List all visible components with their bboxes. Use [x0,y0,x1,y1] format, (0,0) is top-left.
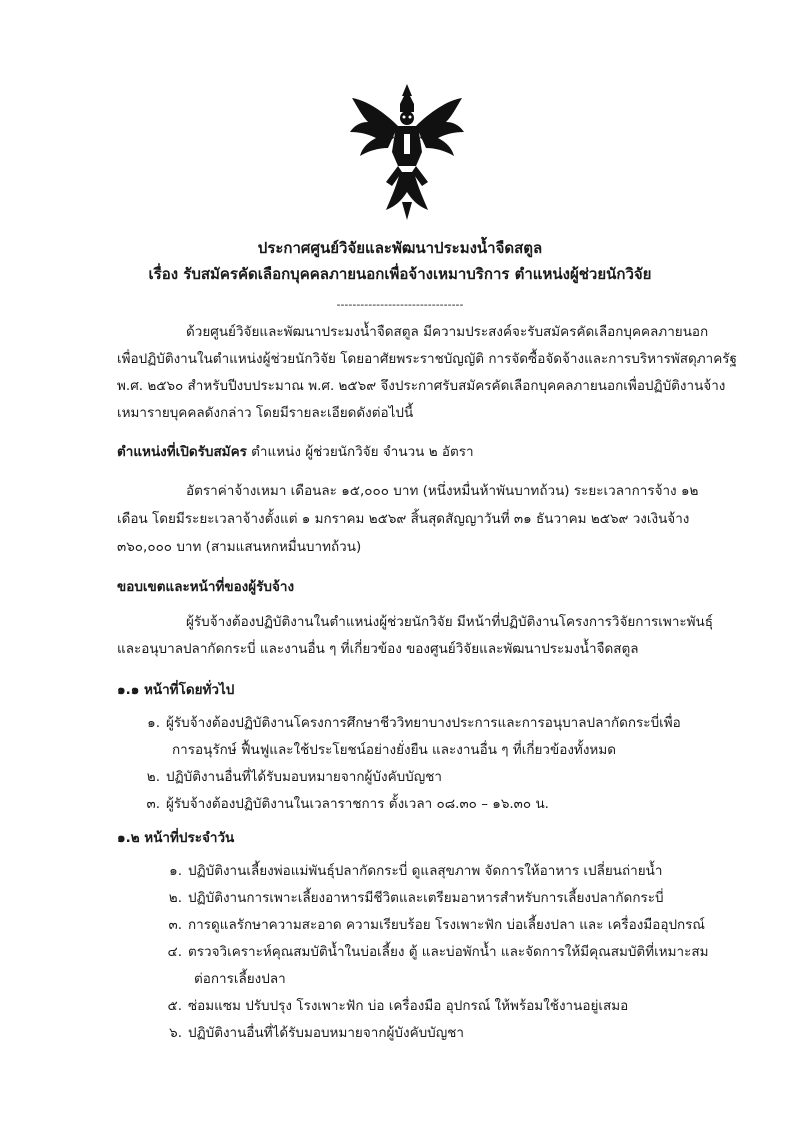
daily-item-1: ๑. ปฏิบัติงานเลี้ยงพ่อแม่พันธุ์ปลากัดกระบี่ ดูแลสุขภาพ จัดการให้อาหาร เปลี่ยนถ่ายน้ำ [169,863,663,879]
position-label: ตำแหน่งที่เปิดรับสมัคร [117,444,247,460]
garuda-emblem-icon [346,82,468,222]
intro-line-3: พ.ศ. ๒๕๖๐ สำหรับปีงบประมาณ พ.ศ. ๒๕๖๙ จึงประกาศรับสมัครคัดเลือกบุคคลภายนอกเพื่อปฏิบัติงานจ้าง [117,378,726,394]
announcement-subject: เรื่อง รับสมัครคัดเลือกบุคคลภายนอกเพื่อจ้างเหมาบริการ ตำแหน่งผู้ช่วยนักวิจัย [148,265,652,283]
daily-item-4: ๔. ตรวจวิเคราะห์คุณสมบัติน้ำในบ่อเลี้ยง ตู้ และบ่อพักน้ำ และจัดการให้มีคุณสมบัติที่เหมาะสม [167,944,709,960]
wage-line-3: ๓๖๐,๐๐๐ บาท (สามแสนหกหมื่นบาทถ้วน) [117,539,362,555]
intro-line-1: ด้วยศูนย์วิจัยและพัฒนาประมงน้ำจืดสตูล มีความประสงค์จะรับสมัครคัดเลือกบุคคลภายนอก [186,324,709,340]
general-item-3: ๓. ผู้รับจ้างต้องปฏิบัติงานในเวลาราชการ ตั้งเวลา ๐๘.๓๐ – ๑๖.๓๐ น. [146,796,549,812]
announcement-title: ประกาศศูนย์วิจัยและพัฒนาประมงน้ำจืดสตูล [257,239,543,257]
scope-line-2: และอนุบาลปลากัดกระบี่ และงานอื่น ๆ ที่เกี่ยวข้อง ของศูนย์วิจัยและพัฒนาประมงน้ำจืดสตูล [117,641,639,657]
general-duties-heading: ๑.๑ หน้าที่โดยทั่วไป [117,682,235,698]
general-item-2: ๒. ปฏิบัติงานอื่นที่ได้รับมอบหมายจากผู้บังคับบัญชา [146,769,442,785]
daily-duties-heading: ๑.๒ หน้าที่ประจำวัน [117,830,235,846]
intro-line-2: เพื่อปฏิบัติงานในตำแหน่งผู้ช่วยนักวิจัย โดยอาศัยพระราชบัญญัติ การจัดซื้อจัดจ้างและการบริหารพัสดุภาครัฐ [117,351,737,367]
scope-heading: ขอบเขตและหน้าที่ของผู้รับจ้าง [117,579,295,595]
daily-item-2: ๒. ปฏิบัติงานการเพาะเลี้ยงอาหารมีชีวิตและเตรียมอาหารสำหรับการเลี้ยงปลากัดกระบี่ [168,890,664,906]
position-line [117,442,474,462]
daily-item-4-continued: ต่อการเลี้ยงปลา [194,971,286,987]
general-item-1: ๑. ผู้รับจ้างต้องปฏิบัติงานโครงการศึกษาชีววิทยาบางประการและการอนุบาลปลากัดกระบี่เพื่อ [147,715,681,731]
wage-line-2: เดือน โดยมีระยะเวลาจ้างตั้งแต่ ๑ มกราคม ๒๕๖๙ สิ้นสุดสัญญาวันที่ ๓๑ ธันวาคม ๒๕๖๙ วงเงินจ้าง [117,511,690,527]
scope-line-1: ผู้รับจ้างต้องปฏิบัติงานในตำแหน่งผู้ช่วยนักวิจัย มีหน้าที่ปฏิบัติงานโครงการวิจัยการเพาะพันธุ์ [186,614,714,630]
general-item-1-continued: การอนุรักษ์ ฟื้นฟูและใช้ประโยชน์อย่างยั่งยืน และงานอื่น ๆ ที่เกี่ยวข้องทั้งหมด [172,742,616,758]
wage-line-1: อัตราค่าจ้างเหมา เดือนละ ๑๕,๐๐๐ บาท (หนึ่งหมื่นห้าพันบาทถ้วน) ระยะเวลาการจ้าง ๑๒ [186,483,699,499]
daily-item-5: ๕. ซ่อมแซม ปรับปรุง โรงเพาะฟัก บ่อ เครื่องมือ อุปกรณ์ ให้พร้อมใช้งานอยู่เสมอ [167,998,629,1014]
daily-item-3: ๓. การดูแลรักษาความสะอาด ความเรียบร้อย โรงเพาะฟัก บ่อเลี้ยงปลา และ เครื่องมืออุปกรณ์ [168,917,705,933]
intro-line-4: เหมารายบุคคลดังกล่าว โดยมีรายละเอียดดังต่อไปนี้ [117,405,414,421]
position-value: ตำแหน่ง ผู้ช่วยนักวิจัย จำนวน ๒ อัตรา [246,444,474,460]
title-divider: -------------------------------- [336,298,464,311]
daily-item-6: ๖. ปฏิบัติงานอื่นที่ได้รับมอบหมายจากผู้บังคับบัญชา [169,1025,464,1041]
